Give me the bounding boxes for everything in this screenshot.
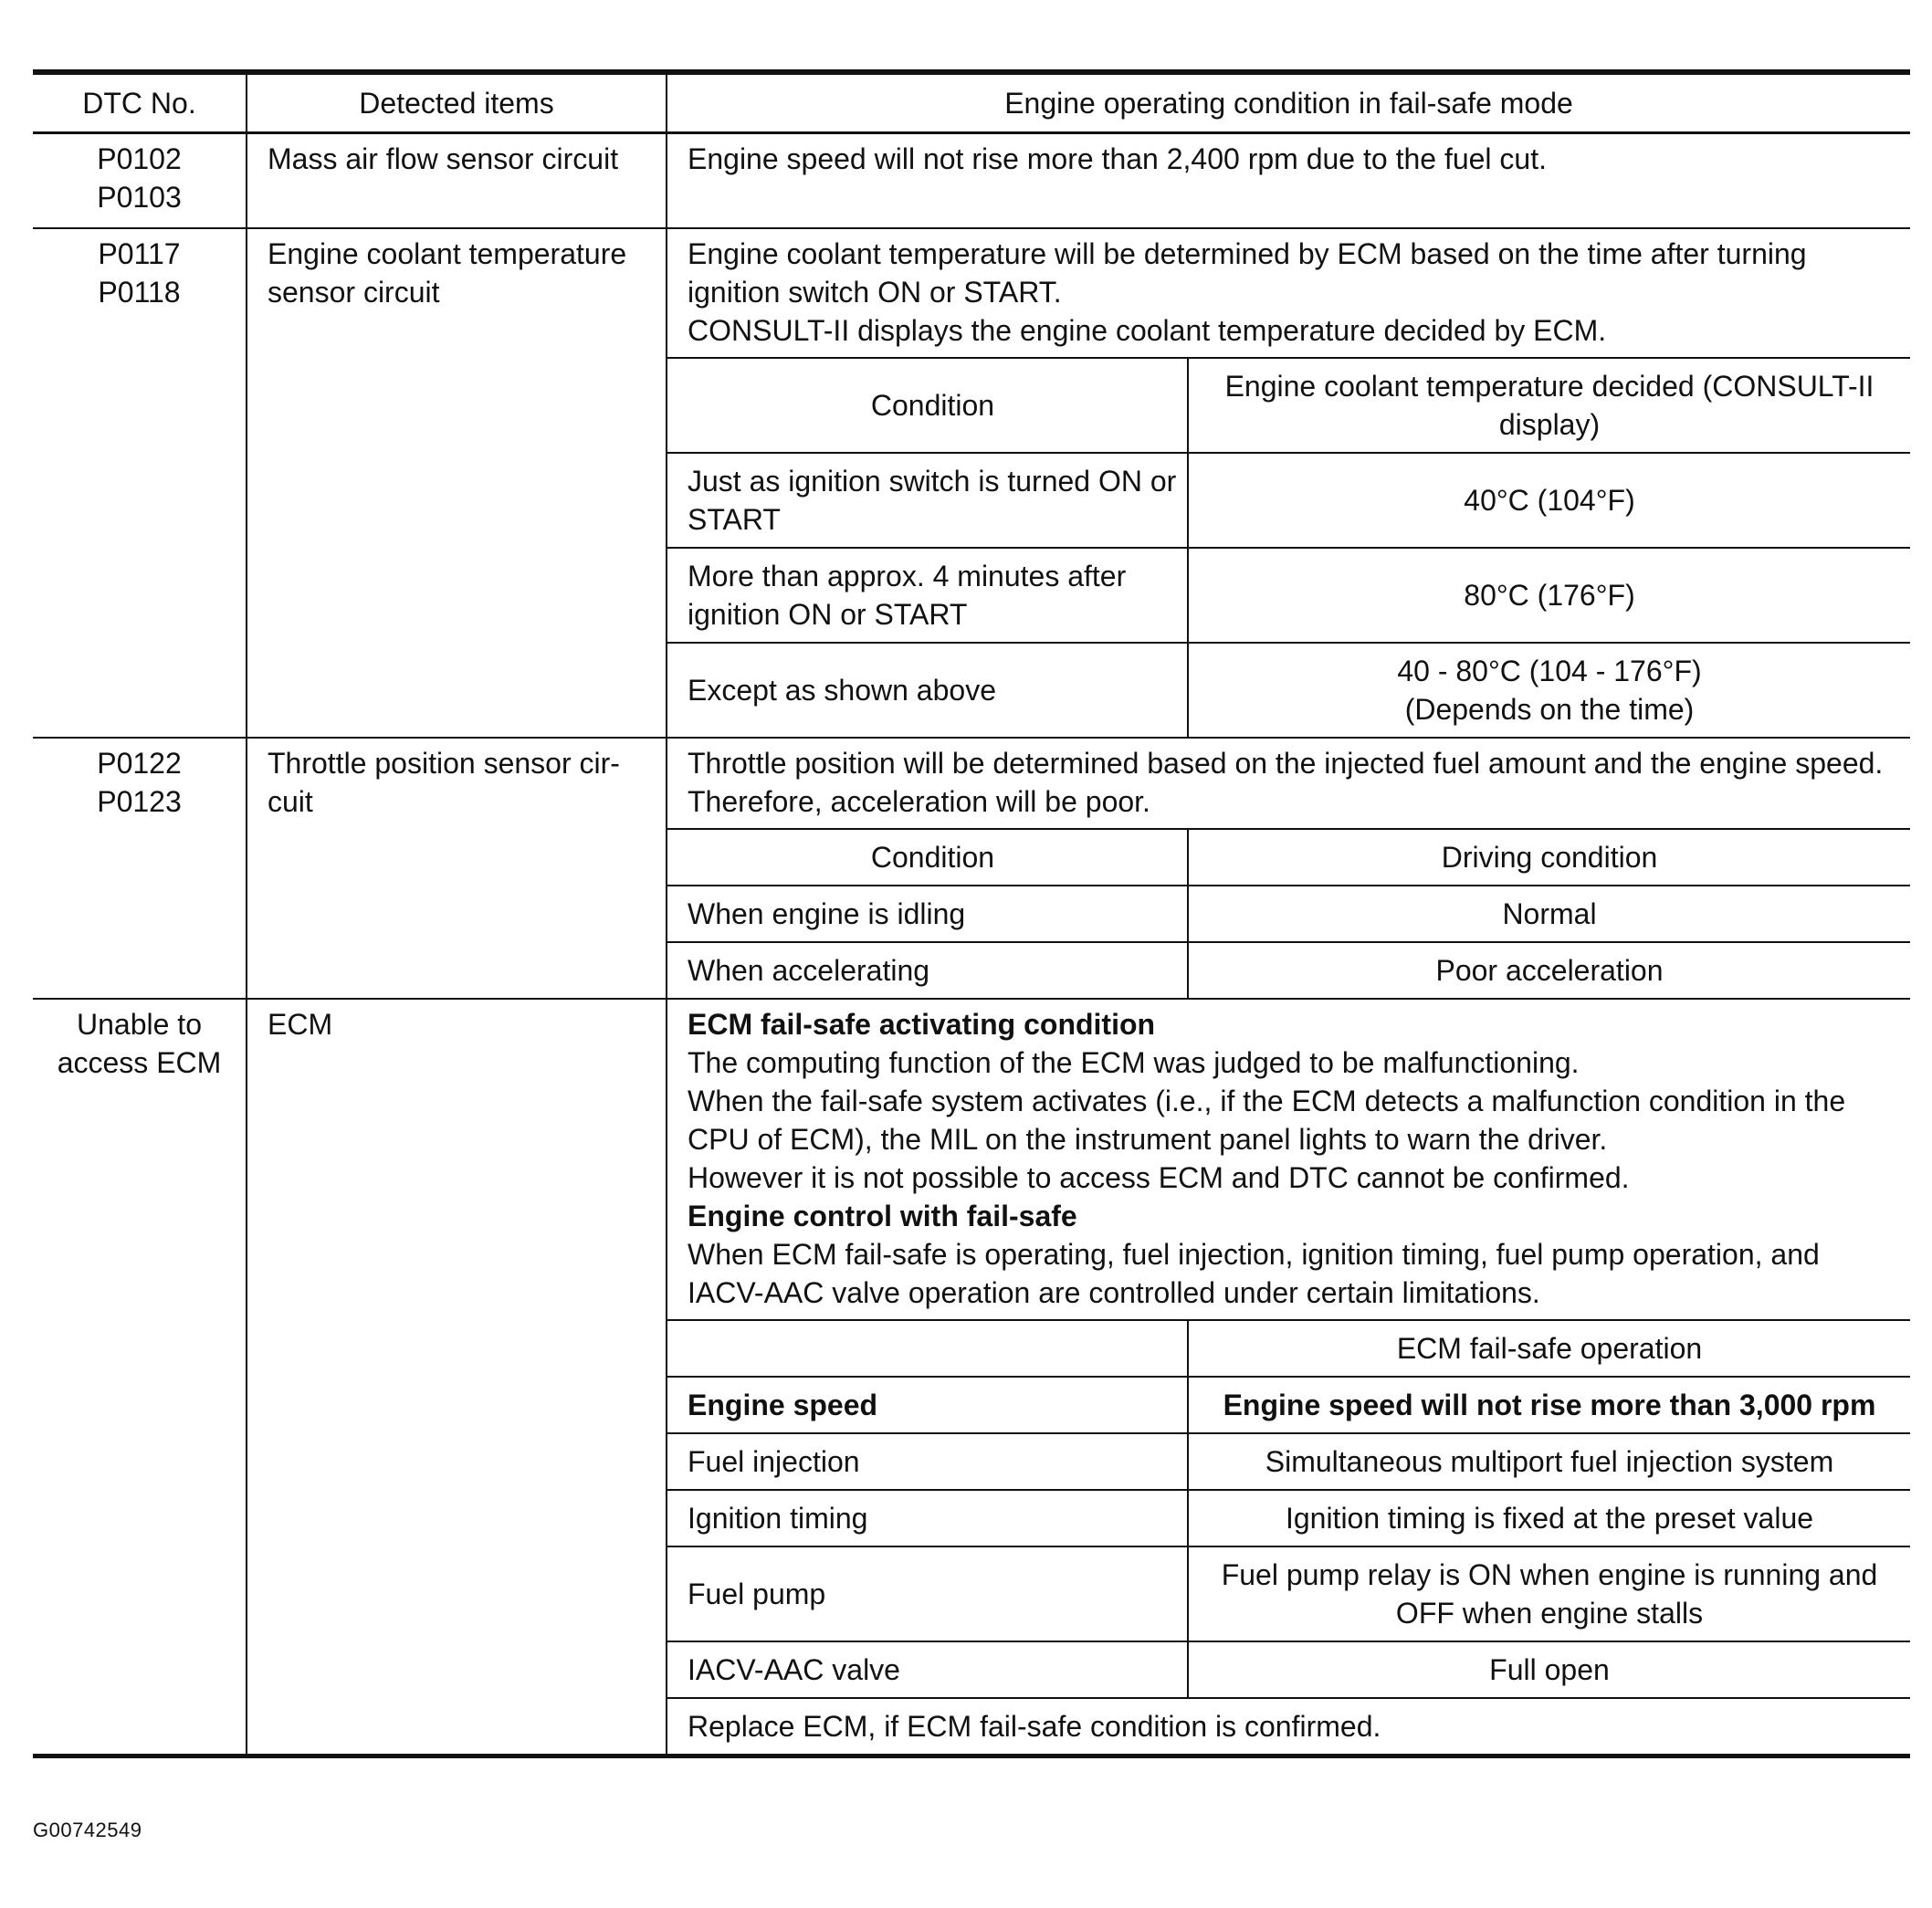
header-operating-condition: Engine operating condition in fail-safe mode [667,72,1910,133]
condition-cell [667,999,1910,1756]
subtable-cell: 80°C (176°F) [1188,548,1910,643]
subtable-row [667,453,1910,548]
subtable-row [667,548,1910,643]
subtable-cell: 40°C (104°F) [1188,453,1910,548]
dtc-cell [33,999,247,1756]
subtable-row [667,1546,1910,1641]
ecm-subtable [667,1319,1910,1754]
fail-safe-table [33,69,1910,1758]
subtable-footer-row [667,1698,1910,1754]
subtable-header-row [667,829,1910,886]
subtable-header: Driving condition [1188,829,1910,886]
condition-cell [667,228,1910,738]
condition-text: Therefore, acceleration will be poor. [688,784,1150,818]
detected-item: Throttle position sensor cir-cuit [247,738,667,999]
throttle-subtable [667,828,1910,998]
table-header-row [33,72,1910,133]
subtable-cell: Fuel injection [667,1433,1188,1490]
header-dtc-no: DTC No. [33,72,247,133]
dtc-code: P0123 [97,784,182,818]
subtable-header-row [667,358,1910,453]
subtable-row [667,1433,1910,1490]
subtable-row-bold [667,1377,1910,1433]
subtable-cell-line: (Depends on the time) [1404,692,1695,726]
condition-text: When the fail-safe system activates (i.e., if the ECM detects a malfunction condition in the CPU of ECM), the MIL on the instrument panel lights to warn the driver. [688,1084,1846,1156]
table-row-tps [33,738,1910,999]
subtable-row [667,942,1910,998]
dtc-cell [33,133,247,228]
dtc-code: P0117 [98,236,181,270]
subtable-header: Engine coolant temperature decided (CONSULT-II display) [1188,358,1910,453]
subtable-cell: More than approx. 4 minutes after ignition ON or START [667,548,1188,643]
subtable-cell: Poor acceleration [1188,942,1910,998]
figure-code: G00742549 [33,1819,142,1841]
subtable-cell: IACV-AAC valve [667,1641,1188,1698]
header-detected-items: Detected items [247,72,667,133]
subtable-cell: Simultaneous multiport fuel injection system [1188,1433,1910,1490]
subtable-cell: Ignition timing is fixed at the preset value [1188,1490,1910,1546]
subtable-header: ECM fail-safe operation [1188,1320,1910,1377]
table-row-ecm [33,999,1910,1756]
subtable-cell: Except as shown above [667,643,1188,737]
condition-text: However it is not possible to access ECM and DTC cannot be confirmed. [688,1160,1630,1194]
subtable-cell: Fuel pump relay is ON when engine is running and OFF when engine stalls [1188,1546,1910,1641]
dtc-label: Unable to [77,1007,202,1041]
subtable-cell: When accelerating [667,942,1188,998]
condition-text: The computing function of the ECM was judged to be malfunctioning. [688,1045,1580,1079]
subtable-header-row [667,1320,1910,1377]
subtable-row [667,1490,1910,1546]
dtc-code: P0122 [97,746,182,780]
condition-text: CONSULT-II displays the engine coolant temperature decided by ECM. [688,313,1607,347]
subtable-cell: Just as ignition switch is turned ON or START [667,453,1188,548]
subtable-row [667,886,1910,942]
subtable-cell: When engine is idling [667,886,1188,942]
coolant-subtable [667,357,1910,737]
section-heading: Engine control with fail-safe [688,1199,1077,1232]
condition-text: Engine speed will not rise more than 2,400 rpm due to the fuel cut. [688,142,1547,175]
detected-item: Mass air flow sensor circuit [247,133,667,228]
subtable-cell: Fuel pump [667,1546,1188,1641]
dtc-cell [33,228,247,738]
section-heading: ECM fail-safe activating condition [688,1007,1156,1041]
subtable-header-empty [667,1320,1188,1377]
condition-cell [667,133,1910,228]
subtable-header: Condition [667,829,1188,886]
subtable-row [667,643,1910,737]
subtable-cell [1188,643,1910,737]
subtable-cell: Normal [1188,886,1910,942]
condition-text: Throttle position will be determined based on the injected fuel amount and the engine speed. [688,746,1884,780]
subtable-cell-line: 40 - 80°C (104 - 176°F) [1397,654,1702,687]
subtable-cell: Full open [1188,1641,1910,1698]
table-row-maf [33,133,1910,228]
fail-safe-table-container [33,69,1910,1758]
subtable-cell: Ignition timing [667,1490,1188,1546]
subtable-footer-note: Replace ECM, if ECM fail-safe condition is confirmed. [667,1698,1910,1754]
subtable-header: Condition [667,358,1188,453]
condition-text: When ECM fail-safe is operating, fuel injection, ignition timing, fuel pump operation, and IACV-AAC valve operation are controlled under certain limitations. [688,1237,1820,1309]
subtable-cell: Engine speed [667,1377,1188,1433]
dtc-cell [33,738,247,999]
subtable-row [667,1641,1910,1698]
condition-text: Engine coolant temperature will be determined by ECM based on the time after turning ignition switch ON or START. [688,236,1807,309]
dtc-code: P0118 [98,275,181,309]
condition-cell [667,738,1910,999]
table-row-ect [33,228,1910,738]
detected-item: ECM [247,999,667,1756]
subtable-cell: Engine speed will not rise more than 3,000 rpm [1188,1377,1910,1433]
dtc-code: P0103 [97,181,182,214]
detected-item: Engine coolant temperature sensor circuit [247,228,667,738]
dtc-code: P0102 [97,142,182,175]
dtc-label: access ECM [57,1045,222,1079]
